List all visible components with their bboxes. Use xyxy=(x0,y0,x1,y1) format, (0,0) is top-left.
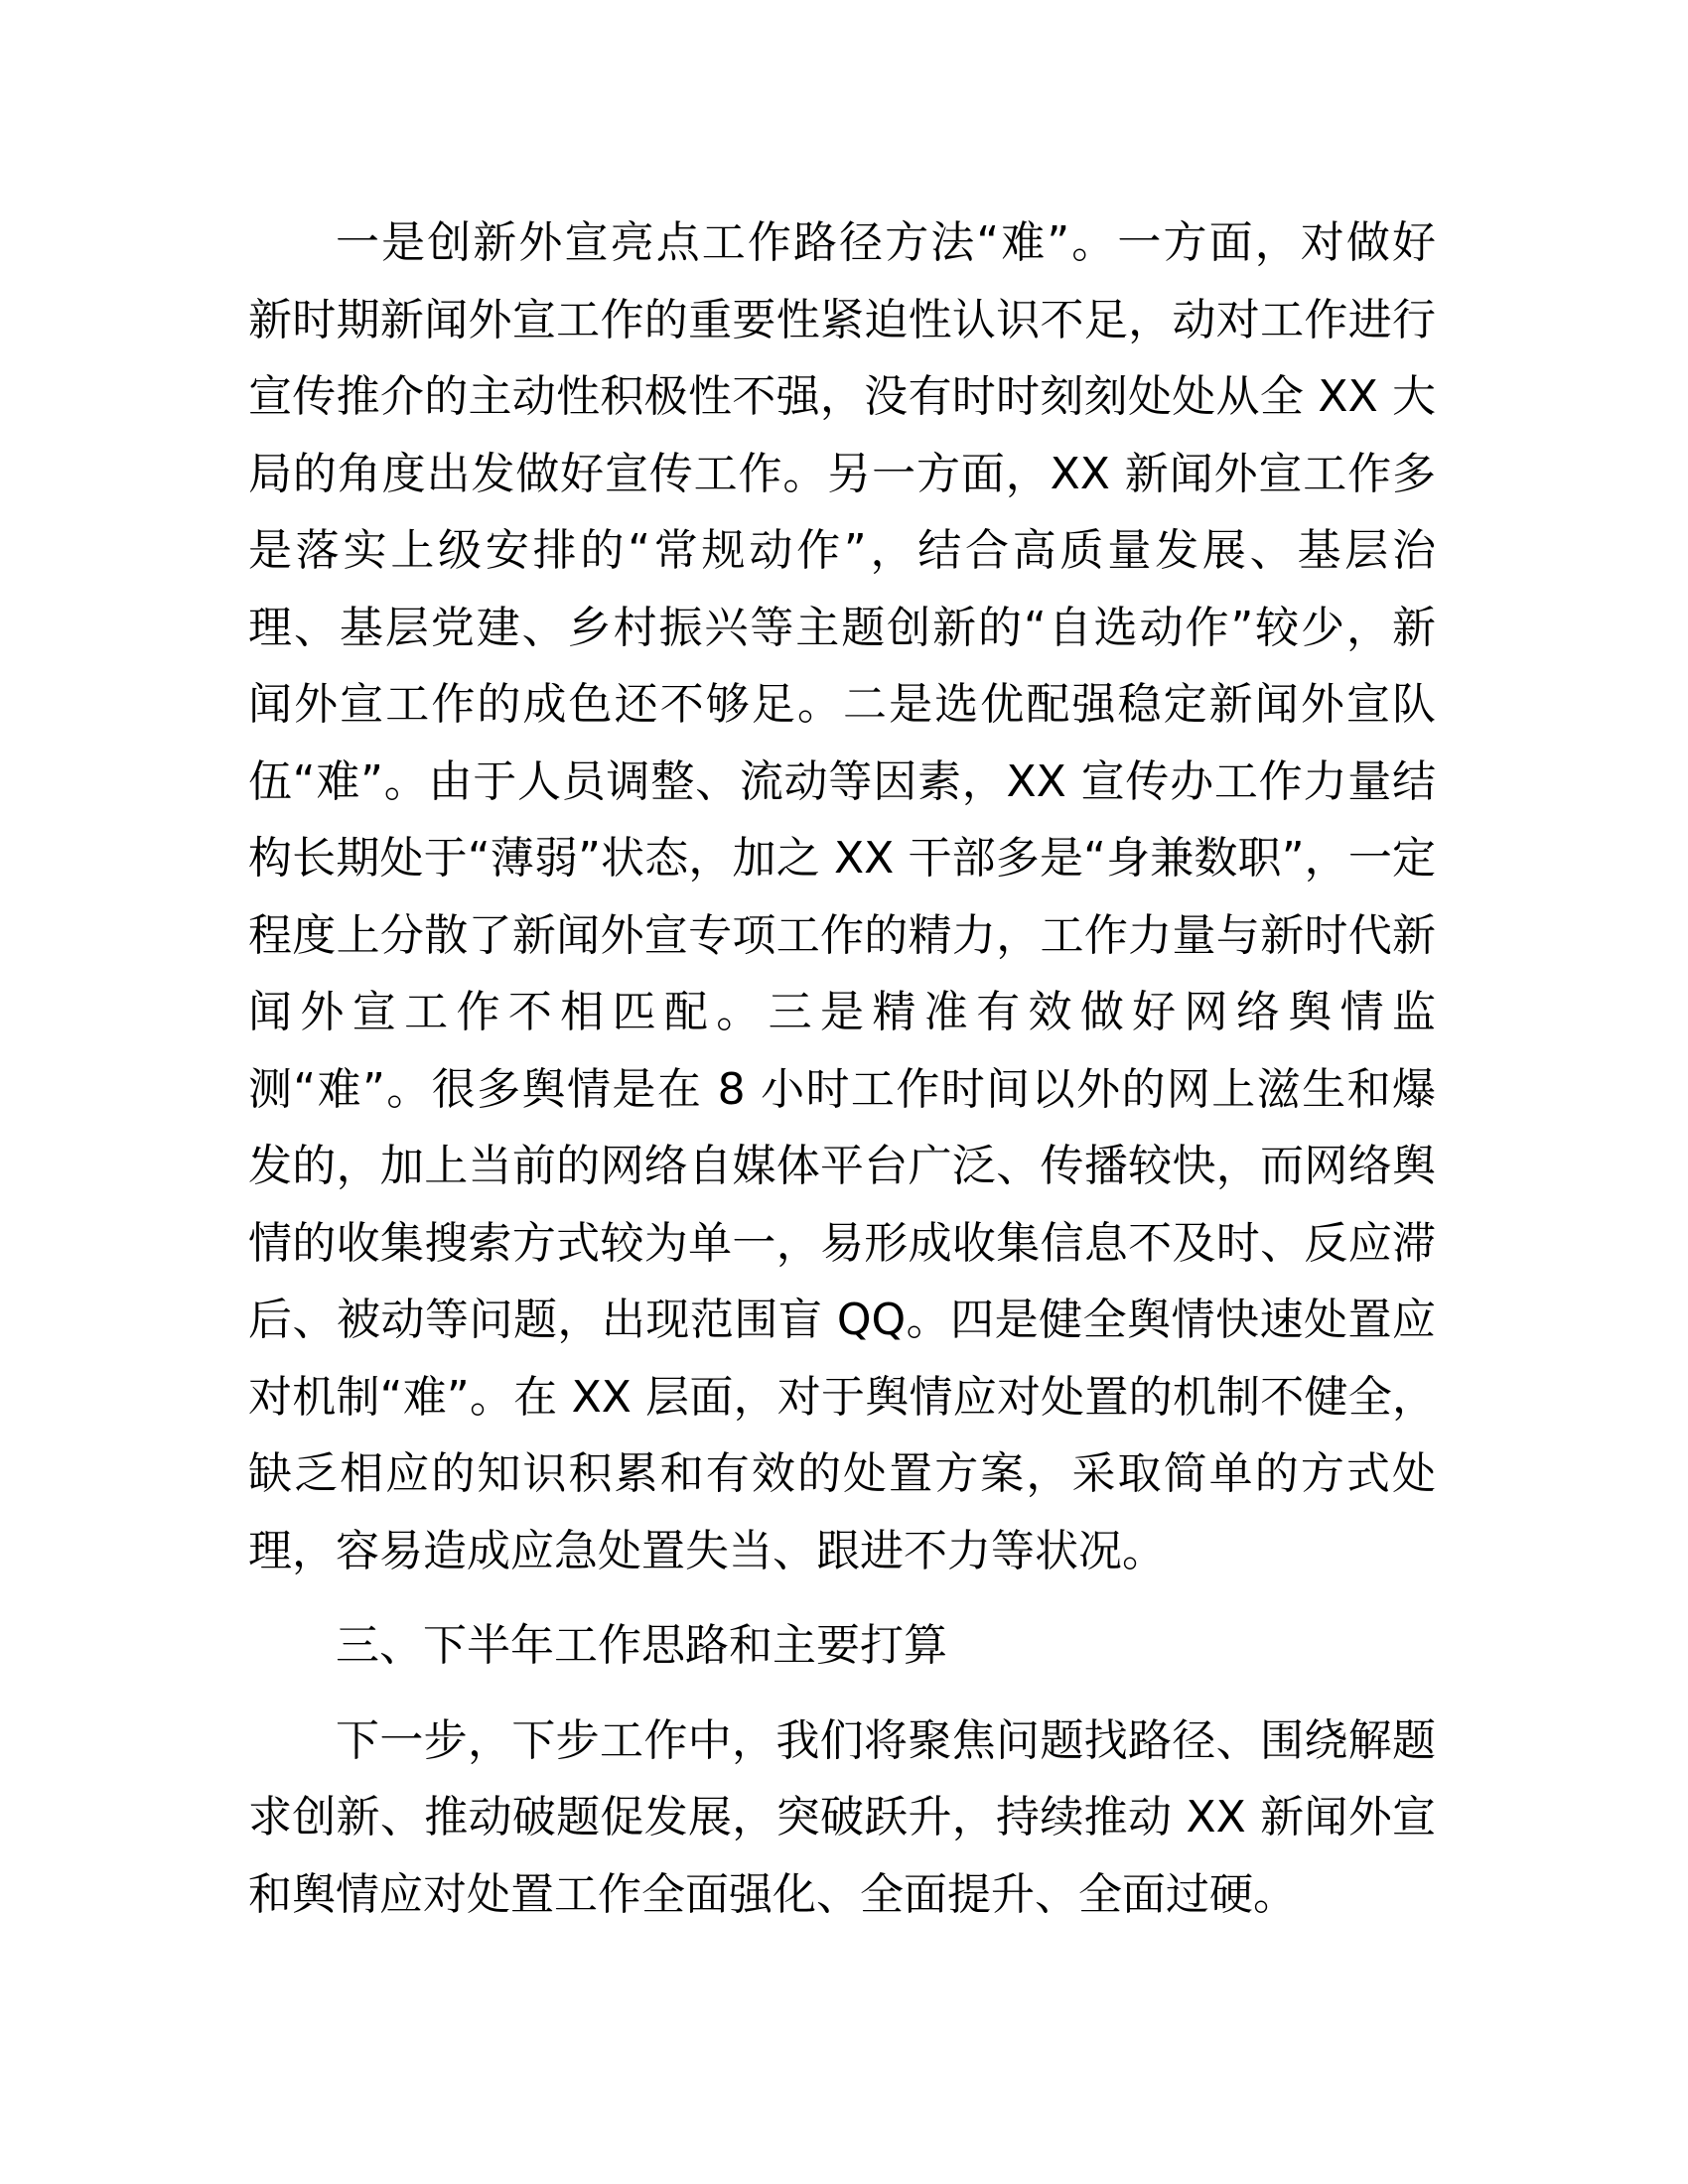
text-line: 测“难”。很多舆情是在 8 小时工作时间以外的网上滋生和爆 xyxy=(248,1063,1436,1115)
text-line: 宣传推介的主动性积极性不强，没有时时刻刻处处从全 XX 大 xyxy=(248,371,1436,422)
heading-text: 三、下半年工作思路和主要打算 xyxy=(336,1620,947,1671)
text-line: 情的收集搜索方式较为单一，易形成收集信息不及时、反应滞 xyxy=(248,1217,1436,1269)
text-line: 伍“难”。由于人员调整、流动等因素，XX 宣传办工作力量结 xyxy=(248,755,1436,807)
text-line: 局的角度出发做好宣传工作。另一方面，XX 新闻外宣工作多 xyxy=(248,448,1436,499)
text-line: 程度上分散了新闻外宣专项工作的精力，工作力量与新时代新 xyxy=(248,909,1436,961)
text-line: 一是创新外宣亮点工作路径方法“难”。一方面，对做好 xyxy=(336,217,1436,268)
text-line: 是落实上级安排的“常规动作”，结合高质量发展、基层治 xyxy=(248,525,1436,576)
text-line: 发的，加上当前的网络自媒体平台广泛、传播较快，而网络舆 xyxy=(248,1141,1436,1191)
text-line: 闻外宣工作的成色还不够足。二是选优配强稳定新闻外宣队 xyxy=(248,679,1436,730)
text-line: 对机制“难”。在 XX 层面，对于舆情应对处置的机制不健全， xyxy=(248,1371,1436,1423)
text-line: 新时期新闻外宣工作的重要性紧迫性认识不足，动对工作进行 xyxy=(248,294,1436,345)
text-line: 下一步，下步工作中，我们将聚焦问题找路径、围绕解题 xyxy=(336,1714,1436,1766)
text-line: 缺乏相应的知识积累和有效的处置方案，采取简单的方式处 xyxy=(248,1448,1436,1499)
text-line: 理、基层党建、乡村振兴等主题创新的“自选动作”较少，新 xyxy=(248,602,1436,653)
text-line: 理，容易造成应急处置失当、跟进不力等状况。 xyxy=(248,1525,1166,1576)
paragraph-difficulties xyxy=(248,205,1436,1589)
paragraph-next-steps xyxy=(248,1703,1436,1934)
text-line: 闻外宣工作不相匹配。三是精准有效做好网络舆情监 xyxy=(248,987,1436,1037)
text-line: 后、被动等问题，出现范围盲 QQ。四是健全舆情快速处置应 xyxy=(248,1295,1436,1345)
text-line: 求创新、推动破题促发展，突破跃升，持续推动 XX 新闻外宣 xyxy=(248,1792,1436,1843)
section-heading xyxy=(248,1607,1436,1685)
text-line: 和舆情应对处置工作全面强化、全面提升、全面过硬。 xyxy=(248,1868,1297,1920)
text-line: 构长期处于“薄弱”状态，加之 XX 干部多是“身兼数职”，一定 xyxy=(248,833,1436,884)
document-body xyxy=(248,205,1436,1933)
